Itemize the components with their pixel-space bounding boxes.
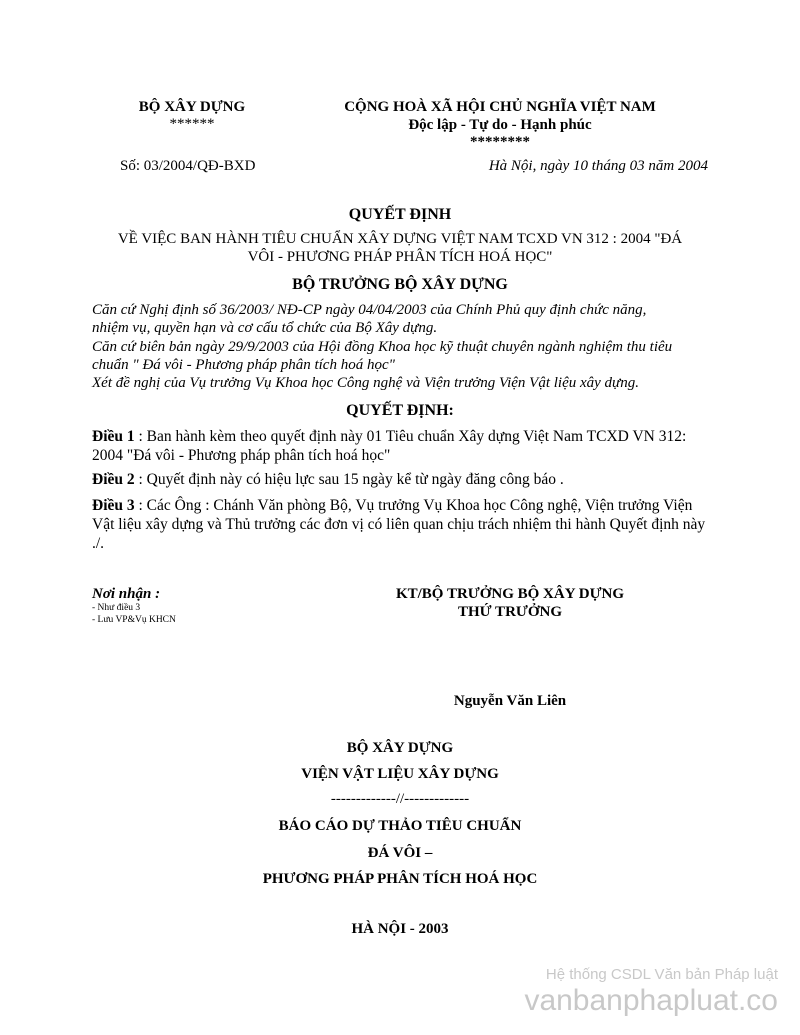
preamble-line-4: chuẩn " Đá vôi - Phương pháp phân tích hoá học": [92, 357, 395, 373]
watermark-line1: Hệ thống CSDL Văn bản Pháp luật: [545, 966, 778, 983]
preamble-line-1: Căn cứ Nghị định số 36/2003/ NĐ-CP ngày 04/04/2003 của Chính Phủ quy định chức năng,: [92, 302, 647, 318]
recipient-item-1: - Như điều 3: [92, 603, 141, 613]
preamble-line-5: Xét đề nghị của Vụ trưởng Vụ Khoa học Công nghệ và Viện trưởng Viện Vật liệu xây dựng.: [92, 375, 639, 391]
recipients-heading: Nơi nhận :: [92, 586, 161, 602]
decision-subject-line1: VỀ VIỆC BAN HÀNH TIÊU CHUẨN XÂY DỰNG VIỆT NAM TCXD VN 312 : 2004 "ĐÁ: [117, 231, 683, 247]
signer-role-line1: KT/BỘ TRƯỞNG BỘ XÂY DỰNG: [395, 586, 625, 602]
cover-place-year: HÀ NỘI - 2003: [351, 921, 449, 937]
ministry-name: BỘ XÂY DỰNG: [138, 99, 246, 115]
article-3-text: : Các Ông : Chánh Văn phòng Bộ, Vụ trưởng Vụ Khoa học Công nghệ, Viện trưởng Viện Vật liệu xây dựng và Thủ trưởng các đơn vị có liên quan chịu trách nhiệm thi hành Quyết định này ./.: [92, 497, 706, 552]
article-2: [92, 470, 712, 489]
article-2-label: Điều 2: [92, 471, 135, 488]
cover-subject-line1: ĐÁ VÔI –: [367, 845, 433, 861]
decision-subject-line2: VÔI - PHƯƠNG PHÁP PHÂN TÍCH HOÁ HỌC": [247, 249, 553, 265]
cover-institute: VIỆN VẬT LIỆU XÂY DỰNG: [301, 766, 499, 782]
place-date: Hà Nội, ngày 10 tháng 03 năm 2004: [488, 158, 708, 174]
country-name: CỘNG HOÀ XÃ HỘI CHỦ NGHĨA VIỆT NAM: [344, 99, 656, 115]
motto-stars: ********: [470, 134, 530, 150]
issuing-authority: BỘ TRƯỞNG BỘ XÂY DỰNG: [292, 276, 508, 293]
cover-subject-line2: PHƯƠNG PHÁP PHÂN TÍCH HOÁ HỌC: [262, 871, 538, 887]
recipient-item-2: - Lưu VP&Vụ KHCN: [92, 615, 176, 625]
preamble-line-2: nhiệm vụ, quyền hạn và cơ cấu tổ chức của Bộ Xây dựng.: [92, 320, 438, 336]
decision-heading: QUYẾT ĐỊNH:: [346, 402, 454, 419]
watermark-site: vanbanphapluat.co: [524, 984, 778, 1017]
motto: Độc lập - Tự do - Hạnh phúc: [408, 117, 592, 133]
article-2-text: : Quyết định này có hiệu lực sau 15 ngày kể từ ngày đăng công báo .: [134, 471, 564, 488]
document-number: Số: 03/2004/QĐ-BXD: [120, 158, 256, 174]
ministry-stars: ******: [169, 116, 215, 132]
article-1: [92, 427, 712, 465]
cover-ministry: BỘ XÂY DỰNG: [346, 740, 454, 756]
article-1-text: : Ban hành kèm theo quyết định này 01 Tiêu chuẩn Xây dựng Việt Nam TCXD VN 312: 2004 "Đá vôi - Phương pháp phân tích hoá học": [92, 428, 687, 464]
signer-role-line2: THỨ TRƯỞNG: [457, 604, 563, 620]
preamble-line-3: Căn cứ biên bản ngày 29/9/2003 của Hội đồng Khoa học kỹ thuật chuyên ngành nghiệm thu tiêu: [92, 339, 673, 355]
decision-title: QUYẾT ĐỊNH: [348, 206, 452, 223]
signer-name: Nguyễn Văn Liên: [453, 693, 567, 709]
cover-divider: -------------//-------------: [330, 791, 470, 807]
article-3: [92, 496, 712, 553]
cover-report-title: BÁO CÁO DỰ THẢO TIÊU CHUẨN: [278, 818, 522, 834]
article-3-label: Điều 3: [92, 497, 135, 514]
article-1-label: Điều 1: [92, 428, 135, 445]
